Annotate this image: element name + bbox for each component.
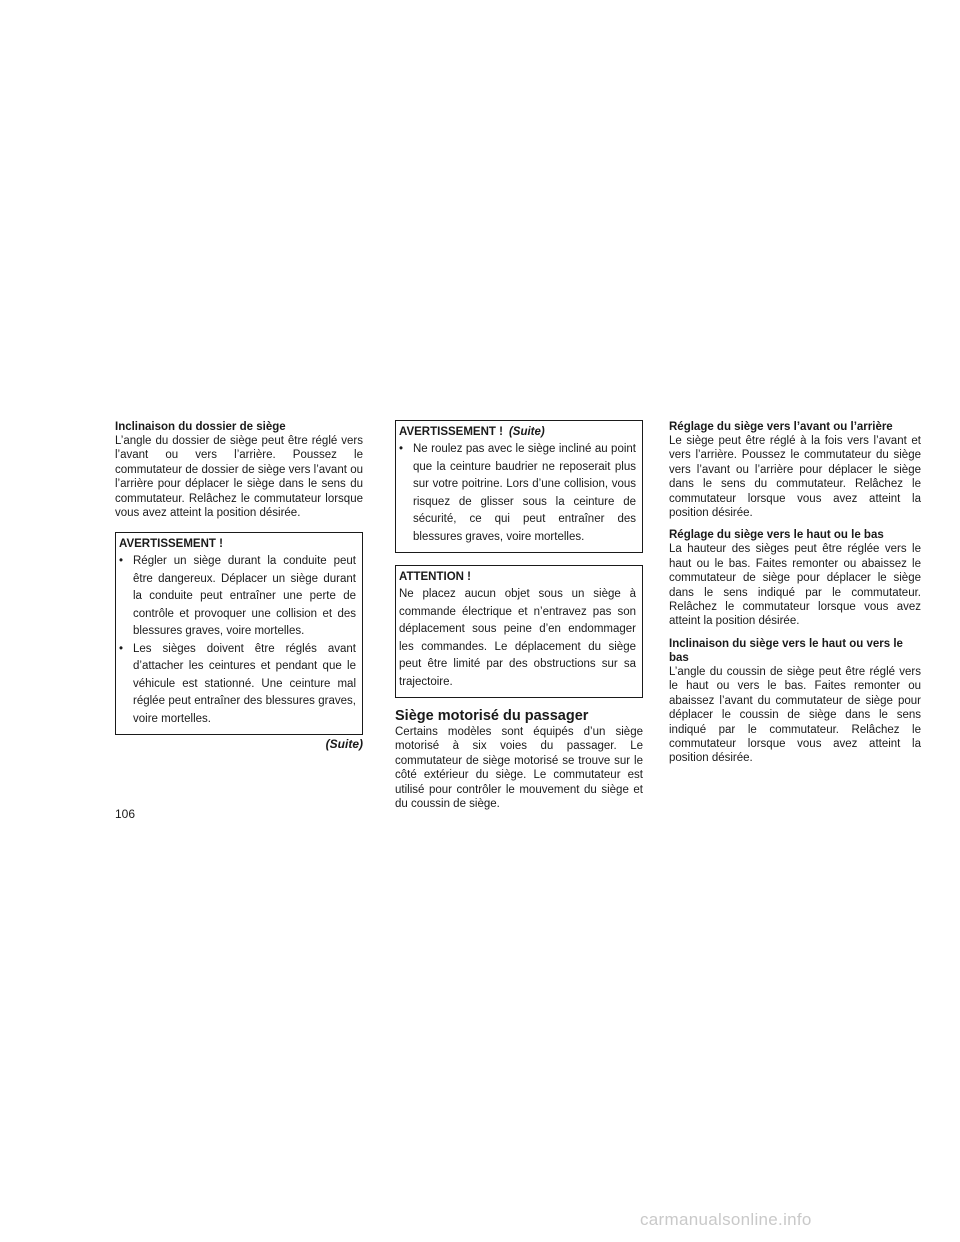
- page-number: 106: [115, 807, 136, 821]
- paragraph-seatback-recline: L’angle du dossier de siège peut être réglé vers l’avant ou vers l’arrière. Poussez le commutateur de dossier de siège vers l’avant ou l’arrière pour déplacer le siège dans le sens du commutateur. Relâchez le commutateur lorsque vous avez atteint la position désirée.: [115, 435, 363, 520]
- warning-item: • Les sièges doivent être réglés avant d’attacher les ceintures et pendant que le véhicule est stationné. Une ceinture mal réglée peut entraîner des blessures graves, voire mortelles.: [119, 642, 356, 725]
- paragraph-cushion-tilt: L’angle du coussin de siège peut être réglé vers le haut ou vers le bas. Faites remonter ou abaissez l’avant du commutateur de siège pour déplacer le coussin de siège dans le sens indiqué par le commutateur. Relâchez le commutateur lorsque vous avez atteint la position désirée.: [669, 665, 921, 765]
- warning-box: [115, 532, 363, 735]
- warning-box-continued: [395, 420, 643, 553]
- column-middle: [395, 420, 643, 819]
- warning-list: [399, 441, 636, 546]
- paragraph-forward-rearward: Le siège peut être réglé à la fois vers l’avant et vers l’arrière. Poussez le commutateur du siège vers l’avant ou l’arrière pour déplacer le siège dans le sens du commutateur. Relâchez le commutateur lorsque vous avez atteint la position désirée.: [669, 435, 921, 520]
- warning-item: • Ne roulez pas avec le siège incliné au point que la ceinture baudrier ne reposerait plus sur votre poitrine. Lors d’une collision, vous risquez de glisser sous la ceinture de sécurité, ce qui peut entraîner des blessures graves, voire mortelles.: [399, 443, 636, 543]
- warning-title: AVERTISSEMENT ! (Suite): [399, 426, 545, 438]
- bullet-icon: •: [119, 642, 124, 655]
- attention-box: [395, 565, 643, 698]
- continued-label: (Suite): [508, 426, 545, 438]
- paragraph-up-down: La hauteur des sièges peut être réglée vers le haut ou le bas. Faites remonter ou abaissez le commutateur de siège pour déplacer le siège dans le sens indiqué par le commutateur. Relâchez le commutateur lorsque vous avez atteint la position désirée.: [669, 543, 921, 628]
- heading-cushion-tilt: Inclinaison du siège vers le haut ou vers le bas: [669, 637, 903, 664]
- warning-item: • Régler un siège durant la conduite peut être dangereux. Déplacer un siège durant la conduite peut entraîner une perte de contrôle et provoquer une collision et des blessures graves, voire mortelles.: [119, 555, 356, 638]
- bullet-icon: •: [399, 443, 404, 455]
- heading-seatback-recline: Inclinaison du dossier de siège: [115, 421, 286, 433]
- heading-up-down: Réglage du siège vers le haut ou le bas: [669, 529, 884, 542]
- heading-forward-rearward: Réglage du siège vers l’avant ou l’arrière: [669, 421, 893, 433]
- column-right: [669, 420, 921, 774]
- watermark: carmanualsonline.info: [640, 1210, 812, 1229]
- paragraph-passenger-power-seat: Certains modèles sont équipés d’un siège motorisé à six voies du passager. Le commutateur de siège motorisé se trouve sur le côté extérieur du siège. Le commutateur est utilisé pour contrôler le mouvement du siège et du coussin de siège.: [395, 726, 643, 811]
- warning-title: AVERTISSEMENT !: [119, 538, 223, 551]
- attention-text: Ne placez aucun objet sous un siège à commande électrique et n’entravez pas son déplacement sous peine d’en endommager les commandes. Le déplacement du siège peut être limité par des obstructions sur sa trajectoire.: [399, 588, 636, 688]
- warning-list: [119, 553, 356, 728]
- section-title-passenger-power-seat: Siège motorisé du passager: [395, 708, 589, 724]
- attention-title: ATTENTION !: [399, 571, 471, 583]
- column-left: [115, 420, 363, 751]
- continued-label: (Suite): [325, 737, 363, 752]
- bullet-icon: •: [119, 555, 124, 568]
